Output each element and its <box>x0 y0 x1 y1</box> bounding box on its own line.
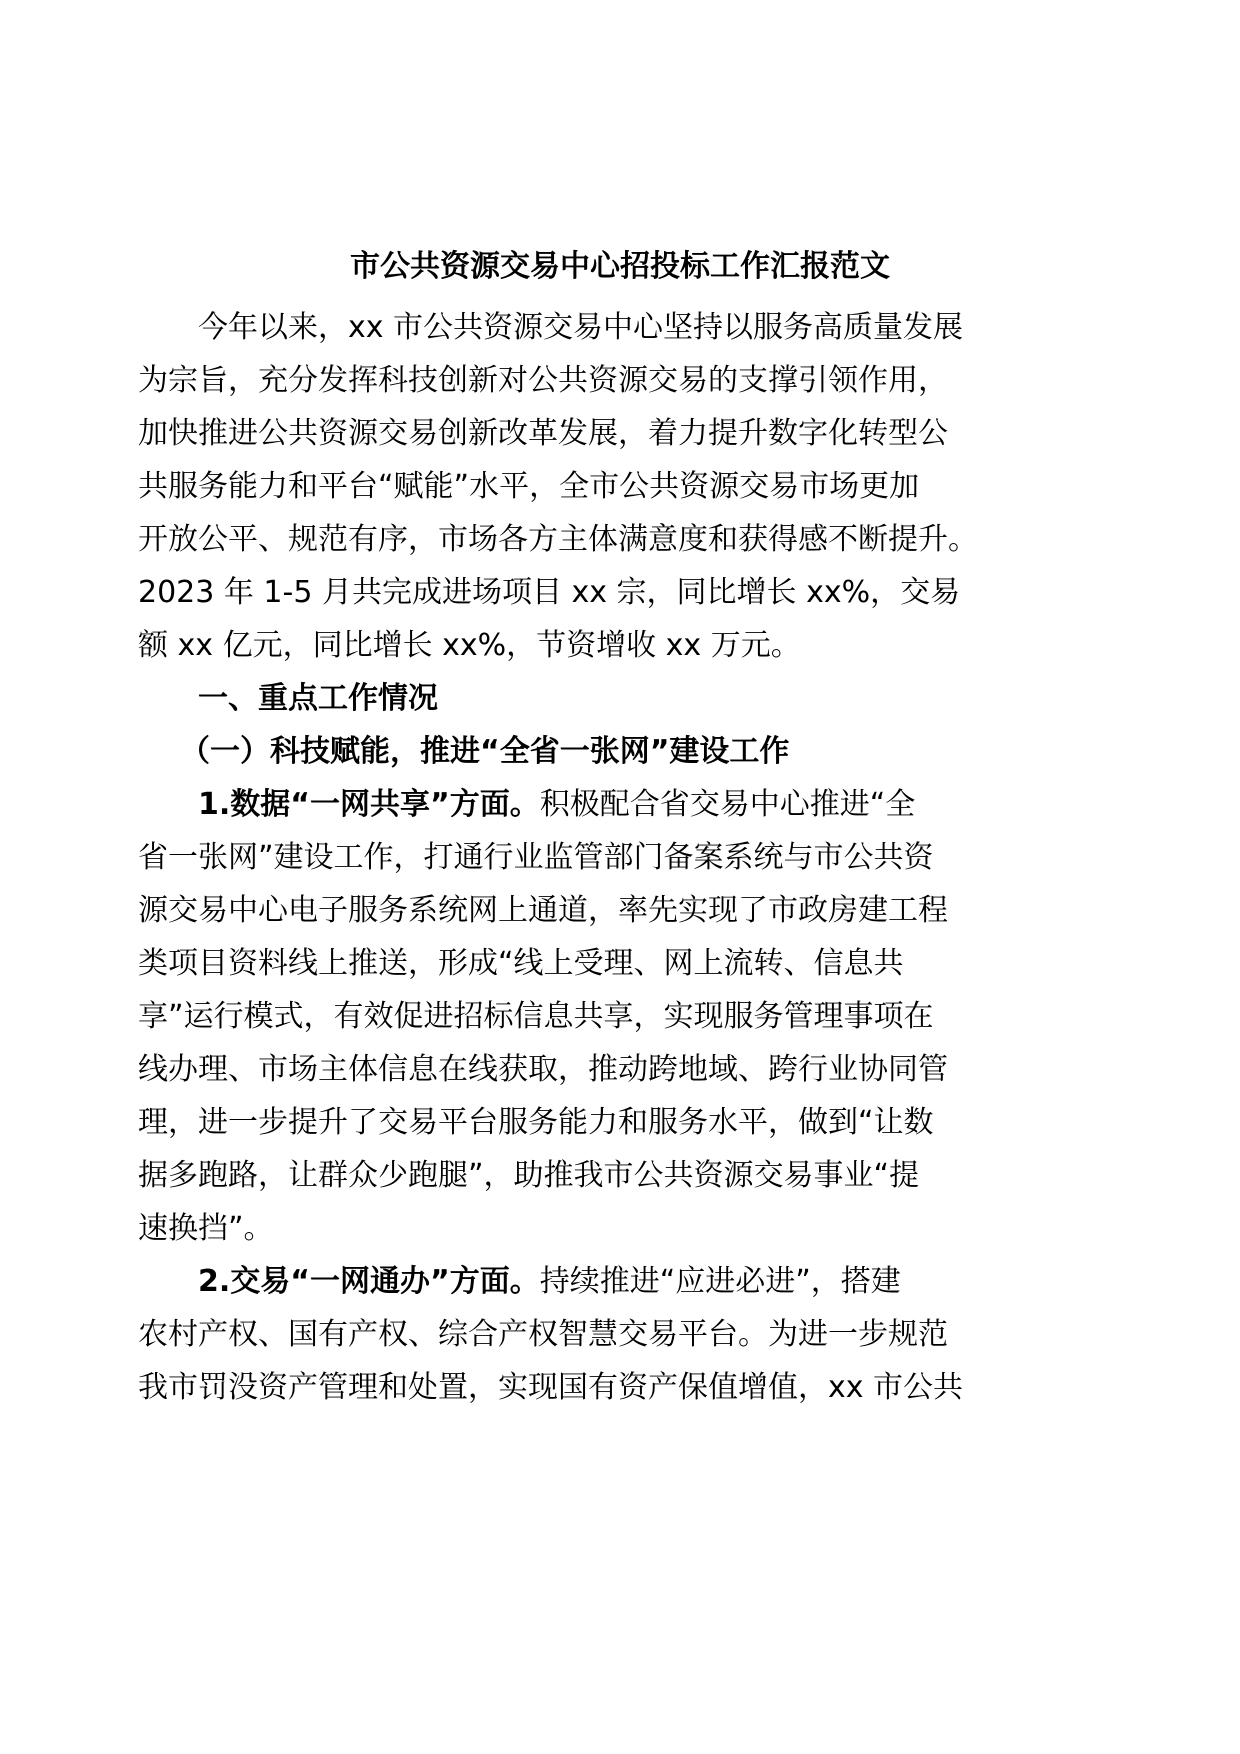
section-heading-2: （一）科技赋能，推进“全省一张网”建设工作 <box>180 734 790 769</box>
intro-line: 为宗旨，充分发挥科技创新对公共资源交易的支撑引领作用， <box>138 363 948 398</box>
document-title: 市公共资源交易中心招投标工作汇报范文 <box>350 249 890 284</box>
intro-line: 开放公平、规范有序，市场各方主体满意度和获得感不断提升。 <box>138 522 978 557</box>
item1-line: 源交易中心电子服务系统网上通道，率先实现了市政房建工程 <box>138 893 948 928</box>
intro-line: 共服务能力和平台“赋能”水平，全市公共资源交易市场更加 <box>138 469 920 504</box>
item1-line: 理，进一步提升了交易平台服务能力和服务水平，做到“让数 <box>138 1105 934 1140</box>
item1-line: 类项目资料线上推送，形成“线上受理、网上流转、信息共 <box>138 946 904 981</box>
item2-line: 农村产权、国有产权、综合产权智慧交易平台。为进一步规范 <box>138 1317 948 1352</box>
item1-line: 据多跑路，让群众少跑腿”，助推我市公共资源交易事业“提 <box>138 1158 920 1193</box>
item1-line: 享”运行模式，有效促进招标信息共享，实现服务管理事项在 <box>138 999 934 1034</box>
intro-line: 2023 年 1-5 月共完成进场项目 xx 宗，同比增长 xx%，交易 <box>138 575 961 610</box>
item2-line: 我市罚没资产管理和处置，实现国有资产保值增值，xx 市公共 <box>138 1370 964 1405</box>
item1-first-line <box>198 785 915 825</box>
intro-line: 今年以来，xx 市公共资源交易中心坚持以服务高质量发展 <box>198 310 964 345</box>
item1-line: 线办理、市场主体信息在线获取，推动跨地域、跨行业协同管 <box>138 1052 948 1087</box>
item1-lead: 1.数据“一网共享”方面。 <box>198 787 540 822</box>
item2-lead: 2.交易“一网通办”方面。 <box>198 1264 540 1299</box>
item1-line: 省一张网”建设工作，打通行业监管部门备案系统与市公共资 <box>138 840 934 875</box>
item1-line: 速换挡”。 <box>138 1211 274 1246</box>
item2-first-line <box>198 1262 901 1302</box>
section-heading-1: 一、重点工作情况 <box>198 681 438 716</box>
intro-line: 额 xx 亿元，同比增长 xx%，节资增收 xx 万元。 <box>138 628 801 663</box>
item1-first-line-text: 积极配合省交易中心推进“全 <box>539 787 916 822</box>
intro-line: 加快推进公共资源交易创新改革发展，着力提升数字化转型公 <box>138 416 948 451</box>
item2-first-line-text: 持续推进“应进必进”，搭建 <box>539 1264 901 1299</box>
